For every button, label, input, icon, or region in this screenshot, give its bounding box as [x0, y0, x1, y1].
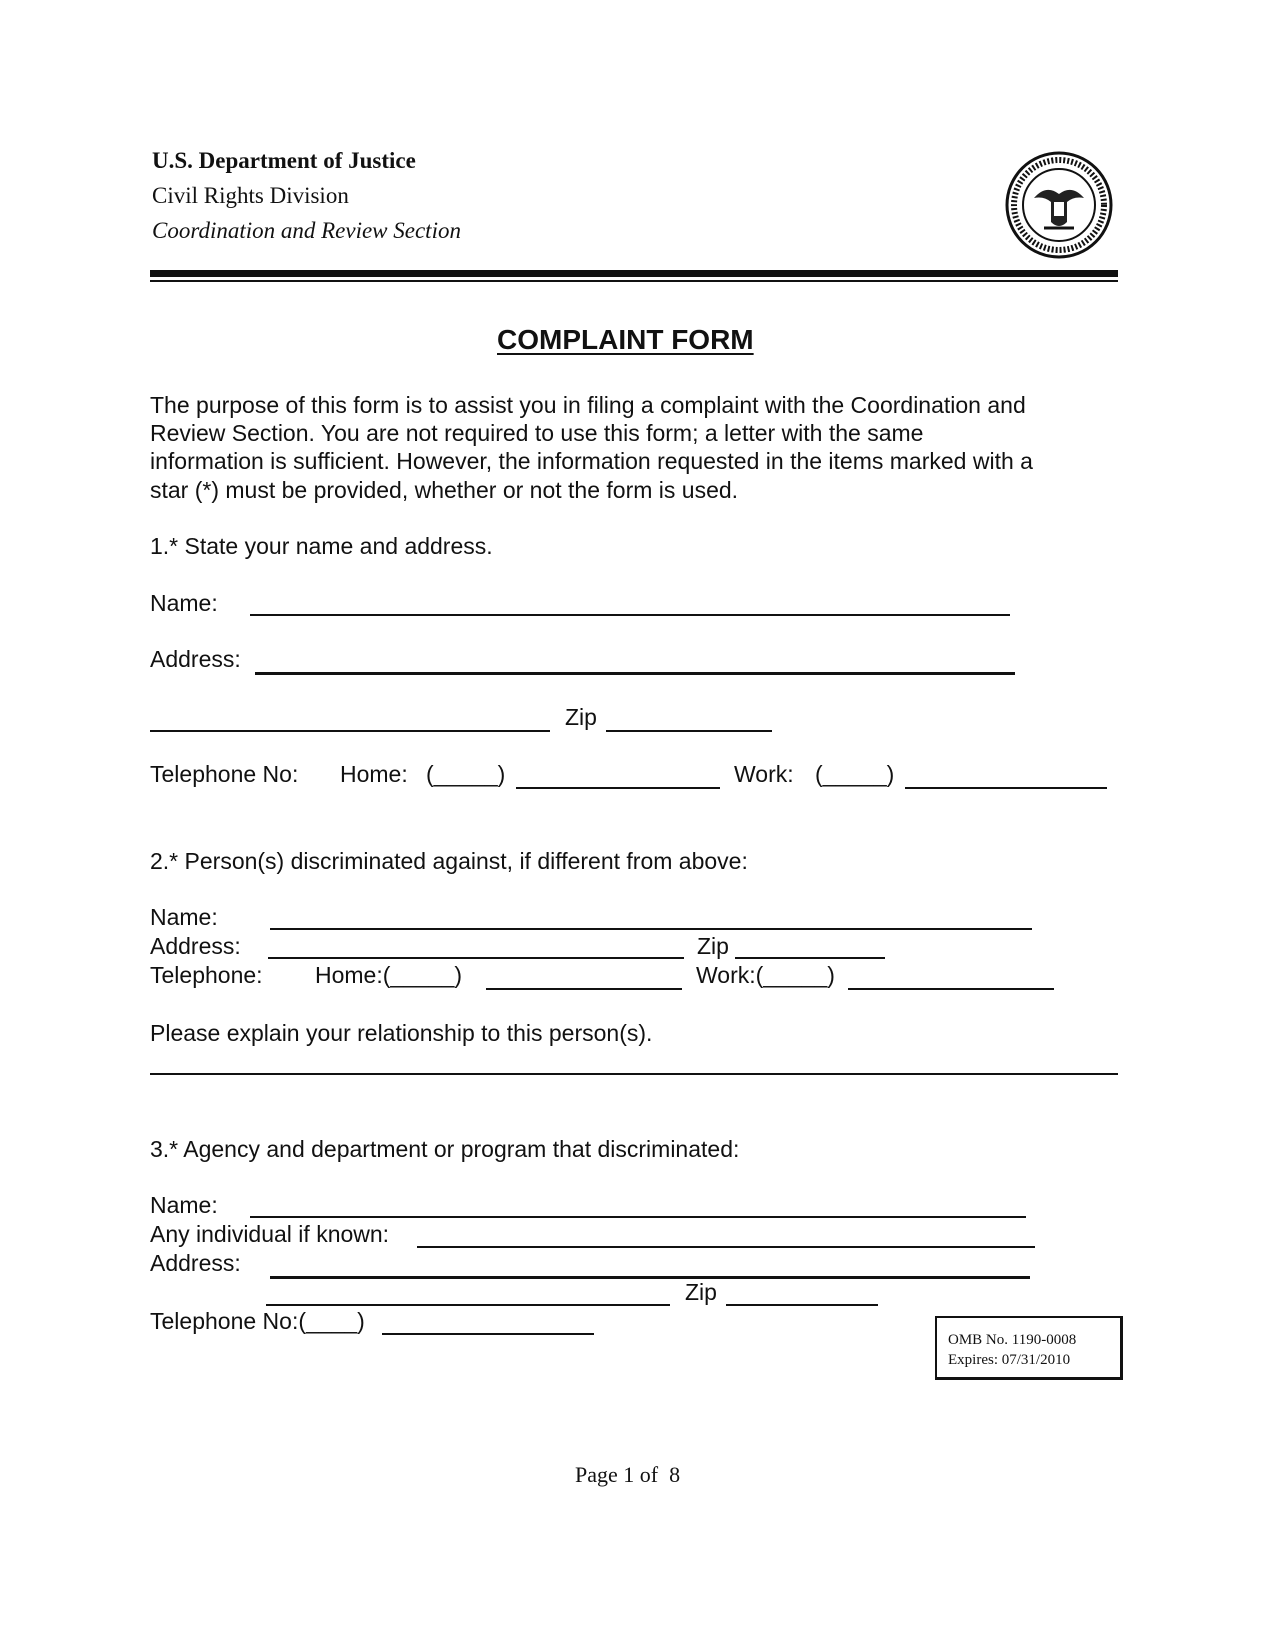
q3-name-label: Name: — [150, 1192, 218, 1218]
q2-relationship-field[interactable] — [150, 1073, 1118, 1075]
q2-address-label: Address: — [150, 933, 241, 959]
q1-home-phone-field[interactable] — [516, 787, 720, 789]
q3-telephone-label[interactable]: Telephone No:(____) — [150, 1308, 365, 1334]
intro-line-4: star (*) must be provided, whether or not the form is used. — [150, 477, 739, 503]
q3-city-field[interactable] — [266, 1304, 670, 1306]
q1-work-phone-field[interactable] — [905, 787, 1107, 789]
q3-individual-label: Any individual if known: — [150, 1221, 390, 1247]
q2-zip-label: Zip — [697, 933, 729, 959]
header-division: Civil Rights Division — [152, 183, 349, 208]
q3-zip-label: Zip — [685, 1279, 717, 1305]
q1-zip-field[interactable] — [606, 730, 772, 732]
q1-work-area[interactable]: (_____) — [815, 761, 895, 787]
doj-seal-icon — [1004, 150, 1114, 260]
q2-work-phone-field[interactable] — [848, 988, 1054, 990]
q2-work-label[interactable]: Work:(_____) — [696, 962, 835, 988]
intro-line-1: The purpose of this form is to assist you in filing a complaint with the Coordination and — [150, 392, 1026, 418]
q1-telephone-label: Telephone No: — [150, 761, 299, 787]
q1-address-label: Address: — [150, 646, 241, 672]
q2-relationship-prompt: Please explain your relationship to this person(s). — [150, 1020, 653, 1046]
q1-city-field[interactable] — [150, 730, 550, 732]
q1-address-field[interactable] — [255, 672, 1015, 675]
q2-home-phone-field[interactable] — [486, 988, 682, 990]
q3-address-field[interactable] — [270, 1276, 1030, 1279]
header-org: U.S. Department of Justice — [152, 148, 416, 173]
header-rule-thick — [150, 270, 1118, 277]
q3-individual-field[interactable] — [417, 1246, 1035, 1248]
header-section: Coordination and Review Section — [152, 218, 461, 243]
q2-address-field[interactable] — [268, 957, 684, 959]
q3-address-label: Address: — [150, 1250, 241, 1276]
q2-name-field[interactable] — [270, 928, 1032, 930]
q2-telephone-label: Telephone: — [150, 962, 263, 988]
intro-line-2: Review Section. You are not required to use this form; a letter with the same — [150, 420, 924, 446]
omb-box — [935, 1316, 1123, 1380]
omb-expires: Expires: 07/31/2010 — [948, 1352, 1071, 1368]
q1-heading: 1.* State your name and address. — [150, 533, 493, 559]
q1-home-label: Home: — [340, 761, 408, 787]
q3-name-field[interactable] — [250, 1216, 1026, 1218]
omb-number: OMB No. 1190-0008 — [948, 1332, 1077, 1348]
q2-zip-field[interactable] — [735, 957, 885, 959]
page-number: Page 1 of 8 — [575, 1462, 681, 1487]
intro-line-3: information is sufficient. However, the information requested in the items marked with a — [150, 448, 1033, 474]
q3-heading: 3.* Agency and department or program that discriminated: — [150, 1136, 740, 1162]
q1-home-area[interactable]: (_____) — [426, 761, 506, 787]
q2-home-label[interactable]: Home:(_____) — [315, 962, 463, 988]
q2-name-label: Name: — [150, 904, 218, 930]
q1-name-label: Name: — [150, 590, 218, 616]
q2-heading: 2.* Person(s) discriminated against, if different from above: — [150, 848, 748, 874]
page-title: COMPLAINT FORM — [497, 324, 754, 355]
q1-name-field[interactable] — [250, 614, 1010, 616]
q1-work-label: Work: — [734, 761, 794, 787]
q1-zip-label: Zip — [565, 704, 597, 730]
q3-zip-field[interactable] — [726, 1304, 878, 1306]
header-rule-thin — [150, 280, 1118, 282]
q3-phone-field[interactable] — [382, 1333, 594, 1335]
